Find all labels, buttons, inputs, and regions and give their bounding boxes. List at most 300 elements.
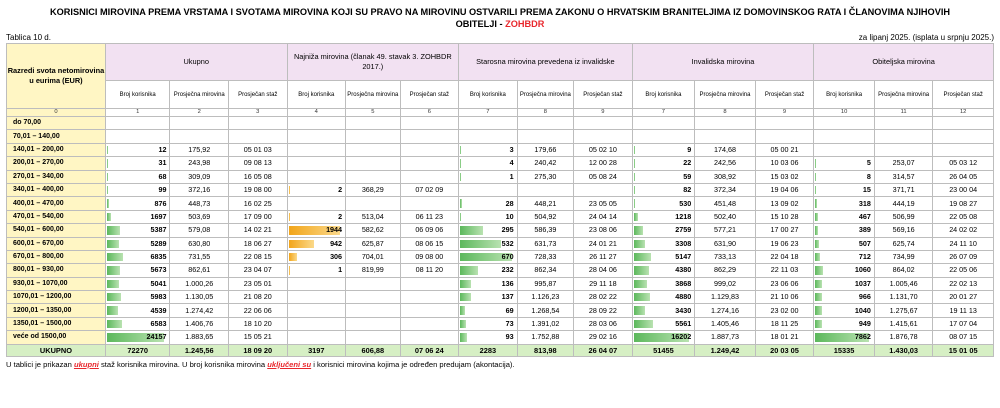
data-bar	[107, 173, 108, 181]
count-cell	[814, 304, 875, 317]
average-pension-cell	[346, 170, 400, 183]
count-value: 24157	[146, 332, 167, 342]
data-bar	[815, 226, 818, 234]
total-cell: 51455	[632, 344, 695, 356]
average-service-cell	[755, 130, 814, 143]
average-pension-cell	[874, 143, 933, 156]
count-value: 1037	[854, 278, 871, 288]
average-service-cell	[933, 117, 994, 130]
table-meta	[0, 32, 1000, 43]
total-cell: 813,98	[517, 344, 574, 356]
pension-table	[6, 43, 994, 357]
table-body	[7, 117, 994, 345]
count-value: 712	[858, 252, 871, 262]
table-row	[7, 143, 994, 156]
count-value: 5147	[675, 252, 692, 262]
footnote: U tablici je prikazan ukupni staž korisnika mirovina. U broj korisnika mirovina uključeni su i korisnici mirovina kojima je određen predujam (akontacija).	[6, 359, 515, 369]
average-service-cell: 24 02 02	[933, 224, 994, 237]
average-pension-cell: 371,71	[874, 183, 933, 196]
count-value: 68	[158, 171, 167, 181]
count-cell	[632, 117, 695, 130]
data-bar	[460, 280, 471, 288]
table-row	[7, 117, 994, 130]
count-value: 949	[858, 319, 871, 329]
data-bar	[634, 186, 635, 194]
average-service-cell	[400, 143, 459, 156]
range-label: 340,01 – 400,00	[7, 183, 106, 196]
average-pension-cell	[346, 197, 400, 210]
average-service-cell	[933, 143, 994, 156]
column-number: 2	[170, 109, 229, 117]
count-cell	[814, 130, 875, 143]
period-label: za lipanj 2025. (isplata u srpnju 2025.)	[858, 33, 994, 42]
average-pension-cell: 175,92	[170, 143, 229, 156]
data-bar	[289, 186, 290, 194]
count-cell	[287, 250, 346, 263]
table-row	[7, 130, 994, 143]
total-cell: 1.245,56	[170, 344, 229, 356]
average-service-cell: 09 08 13	[229, 157, 288, 170]
data-bar	[460, 333, 467, 341]
table-row	[7, 331, 994, 344]
average-service-cell: 28 04 06	[574, 264, 633, 277]
count-value: 532	[501, 238, 514, 248]
average-pension-cell	[874, 130, 933, 143]
table-row	[7, 197, 994, 210]
total-cell: 26 04 07	[574, 344, 633, 356]
average-pension-cell: 731,55	[170, 250, 229, 263]
average-pension-cell: 243,98	[170, 157, 229, 170]
average-service-cell: 22 02 13	[933, 277, 994, 290]
average-pension-cell	[170, 117, 229, 130]
count-value: 318	[858, 198, 871, 208]
count-cell	[105, 250, 170, 263]
data-bar	[460, 199, 462, 207]
average-service-cell: 17 00 27	[755, 224, 814, 237]
average-pension-cell: 631,73	[517, 237, 574, 250]
range-label: 930,01 – 1070,00	[7, 277, 106, 290]
average-pension-cell: 728,33	[517, 250, 574, 263]
average-pension-cell	[346, 277, 400, 290]
average-service-cell	[400, 331, 459, 344]
column-number: 1	[105, 109, 170, 117]
average-service-cell	[229, 117, 288, 130]
average-pension-cell: 569,16	[874, 224, 933, 237]
count-value: 1	[338, 265, 343, 275]
data-bar	[107, 199, 109, 207]
count-cell	[105, 224, 170, 237]
average-pension-cell	[346, 304, 400, 317]
average-service-cell: 05 01 03	[229, 143, 288, 156]
table-row	[7, 237, 994, 250]
range-label: 1070,01 – 1200,00	[7, 291, 106, 304]
average-service-cell: 05 00 21	[755, 143, 814, 156]
average-pension-cell	[346, 143, 400, 156]
data-bar	[460, 306, 465, 314]
average-pension-cell: 240,42	[517, 157, 574, 170]
average-pension-cell: 1.406,76	[170, 317, 229, 330]
sub-header-count: Broj korisnika	[105, 81, 170, 109]
sub-header-avg: Prosječna mirovina	[170, 81, 229, 109]
average-pension-cell	[346, 317, 400, 330]
average-pension-cell: 174,68	[695, 143, 756, 156]
count-cell	[632, 224, 695, 237]
column-number: 5	[346, 109, 400, 117]
average-service-cell: 19 11 13	[933, 304, 994, 317]
count-value: 670	[501, 252, 514, 262]
average-pension-cell: 1.130,05	[170, 291, 229, 304]
average-service-cell: 18 11 25	[755, 317, 814, 330]
average-service-cell: 05 08 24	[574, 170, 633, 183]
count-cell	[632, 264, 695, 277]
average-service-cell	[933, 130, 994, 143]
data-bar	[634, 266, 649, 274]
average-pension-cell: 451,48	[695, 197, 756, 210]
column-number: 10	[814, 109, 875, 117]
total-cell: 3197	[287, 344, 346, 356]
column-number: 7	[459, 109, 518, 117]
data-bar	[460, 173, 461, 181]
count-value: 295	[501, 225, 514, 235]
average-service-cell: 26 07 09	[933, 250, 994, 263]
average-service-cell: 22 11 03	[755, 264, 814, 277]
average-pension-cell: 734,99	[874, 250, 933, 263]
count-value: 59	[683, 171, 692, 181]
count-cell	[287, 210, 346, 223]
average-pension-cell: 513,04	[346, 210, 400, 223]
count-value: 3308	[675, 238, 692, 248]
sub-header-count: Broj korisnika	[632, 81, 695, 109]
count-cell	[814, 277, 875, 290]
count-cell	[632, 210, 695, 223]
count-value: 82	[683, 185, 692, 195]
average-service-cell: 24 11 10	[933, 237, 994, 250]
count-cell	[287, 237, 346, 250]
range-column-header: Razredi svota netomirovina u eurima (EUR)	[7, 44, 106, 109]
average-pension-cell: 502,40	[695, 210, 756, 223]
average-service-cell: 08 11 20	[400, 264, 459, 277]
count-cell	[459, 157, 518, 170]
average-service-cell: 19 08 27	[933, 197, 994, 210]
average-pension-cell: 1.887,73	[695, 331, 756, 344]
average-service-cell: 29 02 16	[574, 331, 633, 344]
average-pension-cell: 308,92	[695, 170, 756, 183]
column-number: 9	[755, 109, 814, 117]
average-service-cell	[400, 197, 459, 210]
average-pension-cell: 704,01	[346, 250, 400, 263]
count-value: 2	[338, 211, 343, 221]
count-value: 1040	[854, 305, 871, 315]
count-cell	[814, 170, 875, 183]
count-cell	[105, 143, 170, 156]
group-header-family: Obiteljska mirovina	[814, 44, 994, 81]
count-cell	[105, 291, 170, 304]
data-bar	[107, 240, 120, 248]
average-service-cell: 23 06 06	[755, 277, 814, 290]
group-header-disability: Invalidska mirovina	[632, 44, 814, 81]
data-bar	[289, 266, 290, 274]
count-value: 5041	[150, 278, 167, 288]
average-service-cell	[400, 304, 459, 317]
data-bar	[634, 306, 646, 314]
average-pension-cell: 372,34	[695, 183, 756, 196]
data-bar	[107, 146, 108, 154]
count-cell	[459, 183, 518, 196]
total-cell: 2283	[459, 344, 518, 356]
average-pension-cell	[517, 130, 574, 143]
average-service-cell: 15 10 28	[755, 210, 814, 223]
count-cell	[287, 277, 346, 290]
table-number: Tablica 10 d.	[6, 33, 51, 42]
count-cell	[287, 264, 346, 277]
average-service-cell: 05 02 10	[574, 143, 633, 156]
count-value: 2	[338, 185, 343, 195]
average-service-cell: 07 02 09	[400, 183, 459, 196]
table-row	[7, 170, 994, 183]
average-service-cell	[400, 277, 459, 290]
average-service-cell: 23 05 01	[229, 277, 288, 290]
count-cell	[814, 224, 875, 237]
count-cell	[814, 250, 875, 263]
average-pension-cell	[695, 130, 756, 143]
count-cell	[287, 291, 346, 304]
count-cell	[105, 170, 170, 183]
count-value: 136	[501, 278, 514, 288]
sub-header-stage: Prosječan staž	[574, 81, 633, 109]
data-bar	[815, 293, 822, 301]
count-cell	[459, 130, 518, 143]
count-cell	[105, 117, 170, 130]
count-cell	[459, 237, 518, 250]
average-pension-cell: 1.415,61	[874, 317, 933, 330]
count-value: 7862	[854, 332, 871, 342]
average-pension-cell: 1.131,70	[874, 291, 933, 304]
average-pension-cell: 1.275,67	[874, 304, 933, 317]
average-pension-cell: 625,87	[346, 237, 400, 250]
average-service-cell: 23 08 06	[574, 224, 633, 237]
average-service-cell: 22 06 06	[229, 304, 288, 317]
count-cell	[814, 331, 875, 344]
count-cell	[105, 277, 170, 290]
table-row	[7, 224, 994, 237]
data-bar	[107, 306, 118, 314]
total-row	[7, 344, 994, 356]
count-value: 530	[679, 198, 692, 208]
count-value: 93	[505, 332, 514, 342]
average-pension-cell: 733,13	[695, 250, 756, 263]
average-pension-cell	[346, 331, 400, 344]
total-cell: 15335	[814, 344, 875, 356]
average-pension-cell: 1.000,26	[170, 277, 229, 290]
average-service-cell: 12 00 28	[574, 157, 633, 170]
count-cell	[459, 304, 518, 317]
average-service-cell: 26 11 27	[574, 250, 633, 263]
data-bar	[815, 240, 818, 248]
count-cell	[814, 183, 875, 196]
range-label: 140,01 – 200,00	[7, 143, 106, 156]
count-value: 306	[330, 252, 343, 262]
data-bar	[815, 306, 822, 314]
count-value: 15	[862, 185, 871, 195]
table-row	[7, 157, 994, 170]
table-row	[7, 210, 994, 223]
count-cell	[814, 210, 875, 223]
average-service-cell: 15 05 21	[229, 331, 288, 344]
data-bar	[460, 213, 461, 221]
count-cell	[105, 317, 170, 330]
average-pension-cell: 448,21	[517, 197, 574, 210]
average-pension-cell: 368,29	[346, 183, 400, 196]
average-service-cell	[400, 130, 459, 143]
average-service-cell: 28 03 06	[574, 317, 633, 330]
column-number-row	[7, 109, 994, 117]
average-pension-cell: 1.876,78	[874, 331, 933, 344]
table-row	[7, 250, 994, 263]
average-pension-cell: 631,90	[695, 237, 756, 250]
count-cell	[459, 224, 518, 237]
data-bar	[289, 253, 297, 261]
average-pension-cell: 1.268,54	[517, 304, 574, 317]
average-pension-cell: 448,73	[170, 197, 229, 210]
average-service-cell	[755, 117, 814, 130]
average-pension-cell: 1.274,42	[170, 304, 229, 317]
average-pension-cell: 625,74	[874, 237, 933, 250]
average-service-cell: 19 06 23	[755, 237, 814, 250]
count-value: 4880	[675, 292, 692, 302]
count-value: 1944	[326, 225, 343, 235]
count-cell	[105, 304, 170, 317]
total-cell: 18 09 20	[229, 344, 288, 356]
average-service-cell: 16 02 25	[229, 197, 288, 210]
range-label: 270,01 – 340,00	[7, 170, 106, 183]
count-cell	[287, 304, 346, 317]
average-pension-cell: 862,29	[695, 264, 756, 277]
data-bar	[815, 253, 820, 261]
average-pension-cell	[695, 117, 756, 130]
average-pension-cell: 314,57	[874, 170, 933, 183]
table-row	[7, 277, 994, 290]
total-cell: 606,88	[346, 344, 400, 356]
average-pension-cell: 577,21	[695, 224, 756, 237]
count-value: 4539	[150, 305, 167, 315]
data-bar	[460, 226, 483, 234]
average-service-cell	[400, 117, 459, 130]
count-value: 5561	[675, 319, 692, 329]
data-bar	[460, 159, 461, 167]
total-cell: 07 06 24	[400, 344, 459, 356]
average-pension-cell: 582,62	[346, 224, 400, 237]
range-label: veće od 1500,00	[7, 331, 106, 344]
sub-header-stage: Prosječan staž	[400, 81, 459, 109]
sub-header-avg: Prosječna mirovina	[517, 81, 574, 109]
data-bar	[460, 293, 471, 301]
count-cell	[632, 130, 695, 143]
count-value: 137	[501, 292, 514, 302]
average-service-cell: 28 02 22	[574, 291, 633, 304]
data-bar	[634, 240, 645, 248]
count-cell	[287, 130, 346, 143]
column-number: 4	[287, 109, 346, 117]
average-pension-cell: 1.391,02	[517, 317, 574, 330]
sub-header-stage: Prosječan staž	[755, 81, 814, 109]
average-service-cell: 17 09 00	[229, 210, 288, 223]
count-cell	[287, 170, 346, 183]
count-cell	[459, 291, 518, 304]
column-number: 9	[574, 109, 633, 117]
count-value: 942	[330, 238, 343, 248]
average-service-cell: 24 04 14	[574, 210, 633, 223]
average-service-cell: 05 03 12	[933, 157, 994, 170]
average-pension-cell: 864,02	[874, 264, 933, 277]
count-value: 6583	[150, 319, 167, 329]
count-cell	[287, 143, 346, 156]
count-cell	[814, 237, 875, 250]
count-cell	[459, 170, 518, 183]
average-pension-cell	[170, 130, 229, 143]
average-pension-cell: 862,34	[517, 264, 574, 277]
average-service-cell	[574, 183, 633, 196]
count-cell	[287, 117, 346, 130]
data-bar	[634, 159, 635, 167]
average-service-cell: 23 04 07	[229, 264, 288, 277]
average-service-cell	[574, 117, 633, 130]
group-header-total: Ukupno	[105, 44, 287, 81]
total-cell: 20 03 05	[755, 344, 814, 356]
average-service-cell: 06 11 23	[400, 210, 459, 223]
count-cell	[287, 183, 346, 196]
count-value: 389	[858, 225, 871, 235]
data-bar	[815, 266, 822, 274]
average-service-cell: 29 11 18	[574, 277, 633, 290]
total-label: UKUPNO	[7, 344, 106, 356]
average-service-cell	[400, 157, 459, 170]
average-pension-cell	[346, 291, 400, 304]
count-cell	[287, 317, 346, 330]
average-pension-cell: 253,07	[874, 157, 933, 170]
range-label: 70,01 – 140,00	[7, 130, 106, 143]
title-text: KORISNICI MIROVINA PREMA VRSTAMA I SVOTAMA MIROVINA KOJI SU PRAVO NA MIROVINU OSTVARILI PREMA ZAKONU O HRVATSKIM BRANITELJIMA IZ DOMOVINSKOG RATA I ČLANOVIMA NJIHOVIH OBITELJI -	[49, 7, 951, 29]
average-service-cell: 15 03 02	[755, 170, 814, 183]
count-cell	[105, 157, 170, 170]
average-service-cell	[400, 317, 459, 330]
range-label: 600,01 – 670,00	[7, 237, 106, 250]
count-cell	[105, 210, 170, 223]
count-cell	[459, 197, 518, 210]
range-label: 1200,01 – 1350,00	[7, 304, 106, 317]
average-pension-cell: 1.129,83	[695, 291, 756, 304]
sub-header-avg: Prosječna mirovina	[695, 81, 756, 109]
data-bar	[107, 293, 121, 301]
sub-header-count: Broj korisnika	[459, 81, 518, 109]
data-bar	[815, 159, 816, 167]
count-cell	[632, 304, 695, 317]
column-number: 11	[874, 109, 933, 117]
average-pension-cell: 275,30	[517, 170, 574, 183]
average-pension-cell: 1.126,23	[517, 291, 574, 304]
data-bar	[634, 199, 636, 207]
column-number: 3	[229, 109, 288, 117]
average-service-cell: 21 08 20	[229, 291, 288, 304]
average-pension-cell: 444,19	[874, 197, 933, 210]
average-pension-cell: 995,87	[517, 277, 574, 290]
title-tag: ZOHBDR	[505, 19, 545, 29]
column-number: 6	[400, 109, 459, 117]
count-value: 4	[509, 158, 514, 168]
average-pension-cell: 819,99	[346, 264, 400, 277]
column-number: 8	[517, 109, 574, 117]
count-cell	[632, 197, 695, 210]
data-bar	[107, 213, 111, 221]
